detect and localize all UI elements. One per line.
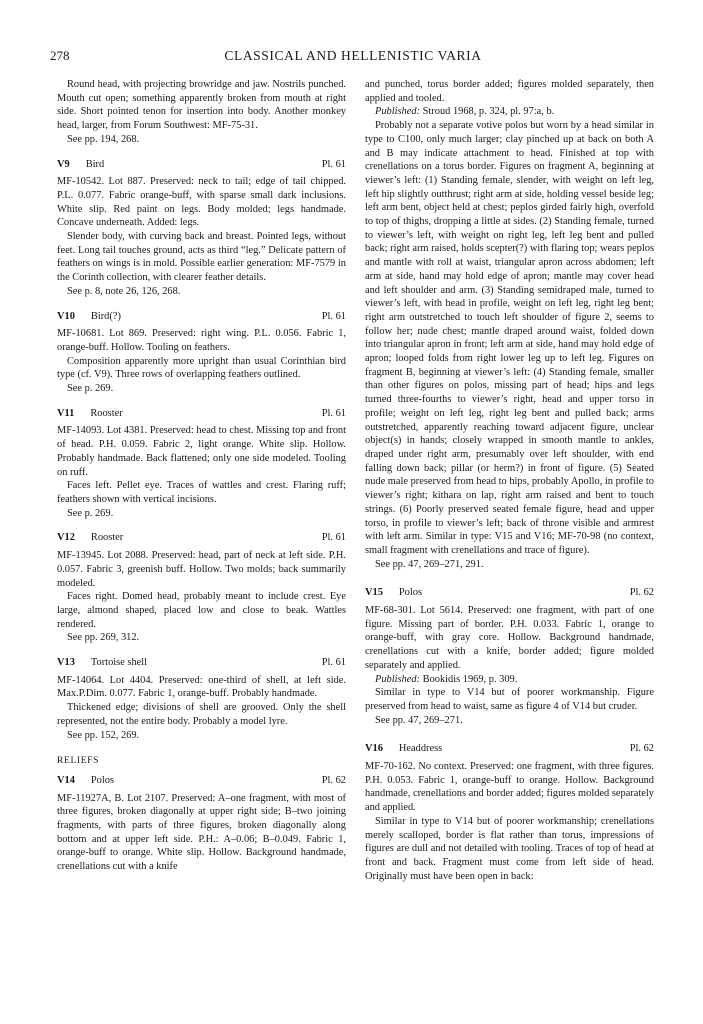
plate-reference: Pl. 62	[629, 587, 654, 599]
catalog-entry-v9	[57, 158, 346, 299]
publication-reference	[365, 673, 654, 687]
entry-heading	[57, 310, 346, 324]
entry-see-also: See p. 269.	[67, 507, 114, 519]
entry-number: V12	[57, 532, 75, 544]
intro-paragraph: Round head, with projecting browridge and jaw. Nostrils punched. Mouth cut open; something apparently broken from mouth at right side. Short pointed tenon for insertion into body. Another monkey head, larger, from Forum Southwest: MF-75-31.	[57, 79, 346, 132]
entry-description: MF-68-301. Lot 5614. Preserved: one fragment, with part of one figure. Missing part of border. P.H. 0.033. Fabric 1, orange to orange-buff, with gray core. Hollow. Background handmade, crenellations cut with a knife, border added; figure molded separately and applied.	[365, 605, 654, 671]
plate-reference: Pl. 61	[321, 158, 346, 170]
intro-see-also: See pp. 194, 268.	[67, 133, 140, 145]
entry-description: MF-70-162. No context. Preserved: one fragment, with three figures. P.H. 0.053. Fabric 1, orange-buff to orange. Hollow. Background handmade, crenellations and border added; figures molded separately and applied.	[365, 761, 654, 814]
entry-commentary: Thickened edge; divisions of shell are grooved. Only the shell represented, not the entire body. Probably a model lyre.	[57, 702, 346, 727]
entry-number: V10	[57, 310, 75, 322]
entry-title: Polos	[90, 774, 115, 786]
entry-number: V16	[365, 743, 383, 755]
plate-reference: Pl. 61	[321, 657, 346, 669]
published-citation: Stroud 1968, p. 324, pl. 97:a, b.	[422, 106, 555, 118]
plate-reference: Pl. 62	[321, 774, 346, 786]
entry-heading	[57, 407, 346, 421]
page-number: 278	[50, 48, 70, 63]
right-column	[365, 78, 654, 883]
entry-description: MF-10681. Lot 869. Preserved: right wing. P.L. 0.056. Fabric 1, orange-buff. Hollow. Tooling on feathers.	[57, 328, 346, 353]
plate-reference: Pl. 61	[321, 407, 346, 419]
entry-title: Bird(?)	[90, 310, 121, 322]
entry-title: Bird	[85, 158, 105, 170]
entry-description: MF-11927A, B. Lot 2107. Preserved: A–one fragment, with most of three figures, broken diagonally at upper right side; B–two joining fragments, with parts of three figures, broken diagonally along bottom and at upper left side. P.H.: A–0.06; B–0.049. Fabric 1, orange-buff to orange. White slip. Hollow. Background handmade, crenellations cut with a knife	[57, 792, 346, 873]
entry-title: Tortoise shell	[90, 657, 148, 669]
entry-title: Polos	[398, 587, 423, 599]
entry-number: V11	[57, 407, 75, 419]
entry-commentary: Faces right. Domed head, probably meant to include crest. Eye large, almond shaped, placed low and close to beak. Wattles rendered.	[57, 591, 346, 630]
entry-commentary: Composition apparently more upright than usual Corinthian bird type (cf. V9). Three rows of overlapping feathers outlined.	[57, 355, 346, 381]
entry-description: MF-14064. Lot 4404. Preserved: one-third of shell, at left side. Max.P.Dim. 0.077. Fabric 1, orange-buff. Probably handmade.	[57, 674, 346, 700]
entry-see-also: See pp. 47, 269–271.	[375, 714, 463, 726]
plate-reference: Pl. 61	[321, 310, 346, 322]
entry-heading	[57, 656, 346, 670]
entry-description-continued: and punched, torus border added; figures molded separately, then applied and tooled.	[365, 79, 654, 104]
catalog-entry-v13	[57, 656, 346, 742]
entry-number: V9	[57, 158, 70, 170]
entry-heading	[57, 158, 346, 172]
catalog-entry-v12	[57, 531, 346, 645]
plate-reference: Pl. 62	[629, 743, 654, 755]
entry-heading	[57, 531, 346, 545]
published-citation: Bookidis 1969, p. 309.	[422, 673, 518, 685]
entry-title: Headdress	[398, 743, 443, 755]
entry-description: MF-14093. Lot 4381. Preserved: head to chest. Missing top and front of head. P.H. 0.059. Fabric 2, light orange. White slip. Hollow. Probably handmade. Back flattened; only one side modeled. Tooling on ruff.	[57, 425, 346, 478]
entry-title: Rooster	[90, 407, 123, 419]
plate-reference: Pl. 61	[321, 532, 346, 544]
entry-see-also: See pp. 152, 269.	[67, 729, 140, 741]
published-label: Published:	[375, 106, 421, 118]
catalog-entry-v15	[365, 586, 654, 727]
published-label: Published:	[375, 673, 421, 685]
entry-heading	[57, 774, 346, 788]
section-heading-reliefs: RELIEFS	[57, 755, 100, 767]
entry-number: V13	[57, 657, 75, 669]
entry-number: V14	[57, 774, 75, 786]
entry-title: Rooster	[90, 532, 124, 544]
entry-heading	[365, 586, 654, 600]
entry-commentary: Faces left. Pellet eye. Traces of wattles and crest. Flaring ruff; feathers shown with vertical incisions.	[57, 480, 346, 505]
page-header	[50, 48, 656, 68]
running-title: CLASSICAL AND HELLENISTIC VARIA	[224, 48, 482, 63]
entry-description: MF-13945. Lot 2088. Preserved: head, part of neck at left side. P.H. 0.057. Fabric 3, greenish buff. Hollow. Two molds; back summarily modeled.	[57, 550, 346, 589]
entry-see-also: See pp. 269, 312.	[67, 632, 140, 644]
catalog-entry-v16	[365, 742, 654, 883]
entry-commentary: Similar in type to V14 but of poorer workmanship; crenellations merely scalloped, border is flat rather than torus, impressions of figures are dull and not detailed with tooling. Traces of top of head at front and back. Fragment must come from left side of head. Originally must have been open in back:	[365, 815, 654, 882]
catalog-entry-v11	[57, 407, 346, 521]
entry-see-also: See p. 8, note 26, 126, 268.	[67, 285, 181, 297]
catalog-entry-v14	[57, 774, 346, 874]
entry-commentary: Slender body, with curving back and breast. Pointed legs, without feet. Long tail touches ground, acts as third “leg.” Delicate pattern of feathers on wings is in mold. Possible earlier generation: MF-7579 in the Corinth collection, with clearer feather details.	[57, 231, 346, 284]
entry-number: V15	[365, 587, 383, 599]
entry-heading	[365, 742, 654, 756]
entry-see-also: See pp. 47, 269–271, 291.	[375, 558, 484, 570]
entry-commentary: Probably not a separate votive polos but worn by a head similar in type to C100, only much larger; clay pinched up at back on both A and B may indicate attachment to head. Finished at top with crenellations on a torus border. Figures on fragment A, beginning at viewer’s left: (1) Standing female, slender, with weight on left leg, left hip slightly outthrust; right arm at side, holding vessel beside leg; left arm bent, object held at chest; peplos girded fairly high, overfold to top of thighs, dropping a little at sides. (2) Standing female, turned to viewer’s left, with weight on right leg, left leg bent and pulled back; right arm raised, holds scepter(?) with flaring top; wears peplos and mantle with roll at waist, triangular apron across abdomen; left arm at side, hand may hold edge of apron; mantle may cover head and left shoulder and arm. (3) Standing semidraped male, turned to viewer’s left, with head in profile, weight on left leg, right leg bent; right arm outstretched to touch left shoulder of figure 2, seems to follow her; nude chest; mantle draped around waist, folded down into triangular apron in front; left arm at side, hand may hold edge of apron; looped folds from right lower leg up to left leg. Figures on fragment B, beginning at viewer’s left: (4) Standing female, smaller than other figures on polos, missing part of head; hips and legs turned three-fourths to viewer’s right, head and upper torso in profile; weight on left leg, right leg bent and pulled back; arms outstretched, apparently reaching toward adjacent figure, unclear object(s) in hands; closely wrapped in smooth mantle to ankles, draped under right arm, presumably over left shoulder, with end falling down back; pillar (or herm?) in front of figure. (5) Seated nude male preserved from head to hips, probably Apollo, in profile to viewer’s right; kithara on lap, right arm raised and bent to touch strings. (6) Poorly preserved seated female figure, head and upper torso, in profile to viewer’s left; back of throne visible and armrest with left arm. Similar in type: V15 and V16; MF-70-98 (no context, small fragment with crenellations and trace of figure).	[365, 120, 654, 556]
entry-commentary: Similar in type to V14 but of poorer workmanship. Figure preserved from head to waist, same as figure 4 of V14 but cruder.	[365, 687, 654, 712]
entry-see-also: See p. 269.	[67, 383, 114, 395]
catalog-entry-v10	[57, 310, 346, 396]
left-column	[57, 78, 346, 874]
publication-reference	[365, 105, 654, 119]
entry-description: MF-10542. Lot 887. Preserved: neck to tail; edge of tail chipped. P.L. 0.077. Fabric orange-buff, with sparse small dark inclusions. White slip. Red paint on legs. Body molded; legs handmade. Concave underneath. Added: legs.	[57, 176, 346, 229]
